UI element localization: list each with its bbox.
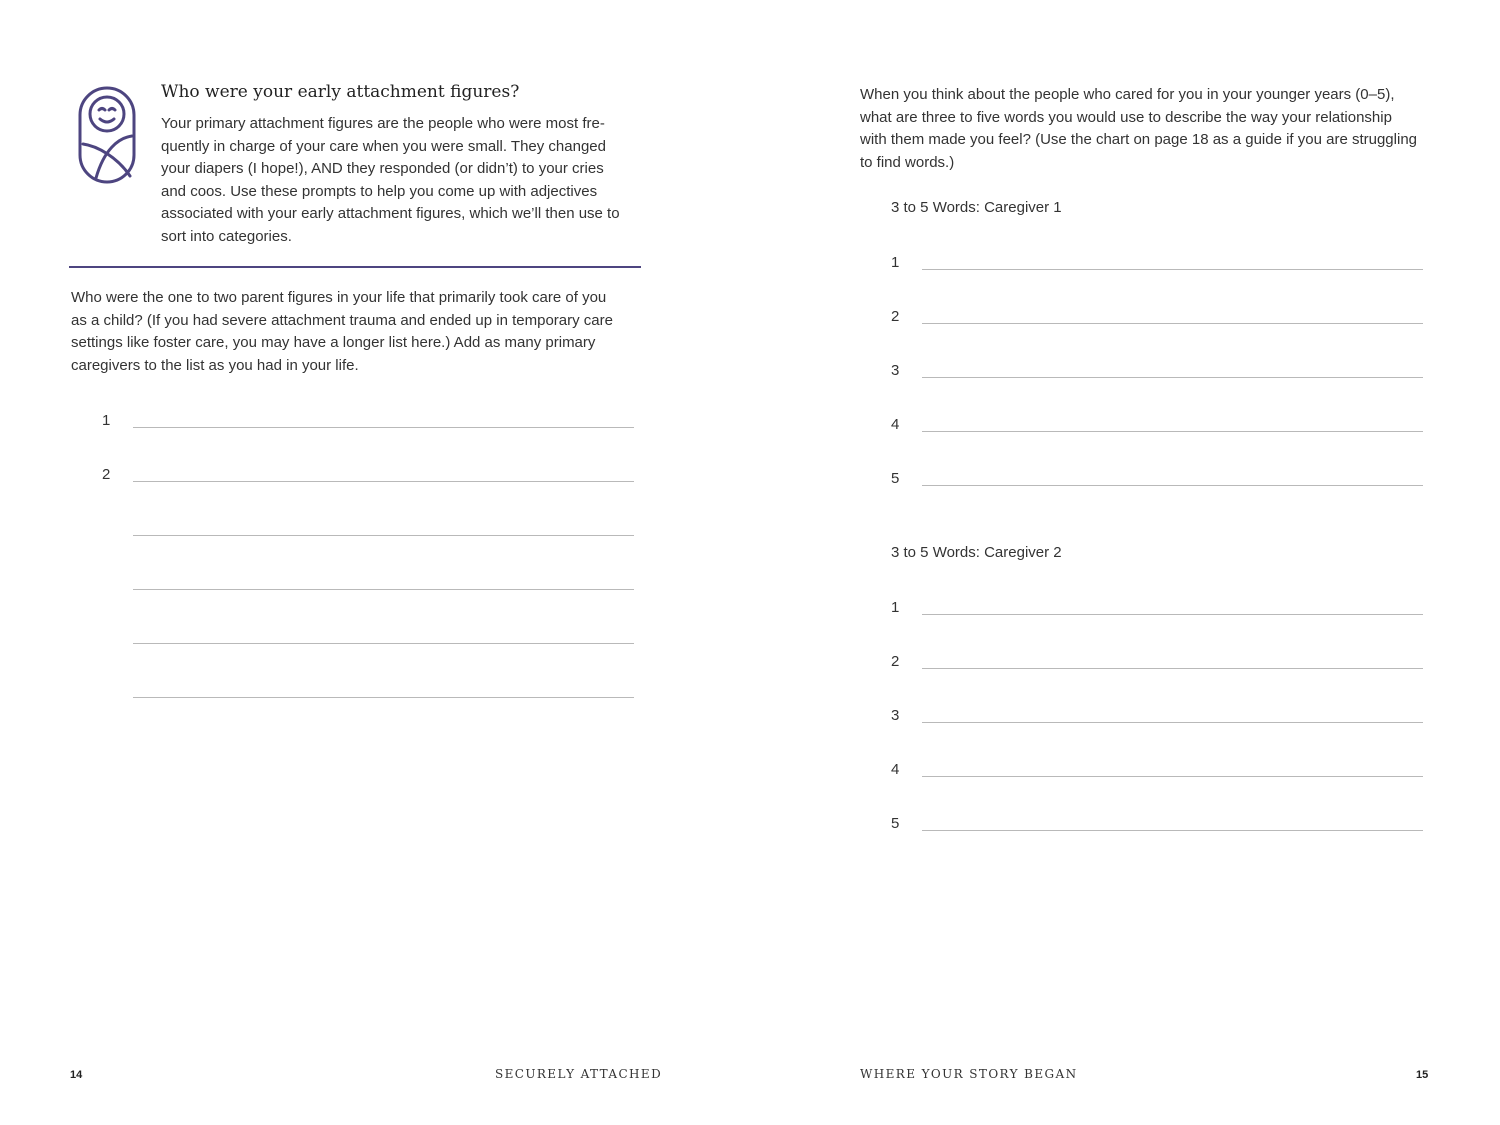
section-title: Who were your early attachment figures? xyxy=(161,82,520,102)
line-number: 2 xyxy=(102,466,111,483)
intro-line: your diapers (I hope!), AND they responded (or didn’t) to your cries xyxy=(161,160,604,178)
caregiver-2-heading: 3 to 5 Words: Caregiver 2 xyxy=(891,544,1062,561)
section-divider xyxy=(69,266,641,268)
write-in-line[interactable] xyxy=(922,269,1423,270)
answer-line-item xyxy=(891,651,1423,705)
question-line: as a child? (If you had severe attachment trauma and ended up in temporary care xyxy=(71,311,613,329)
line-number: 1 xyxy=(102,412,111,429)
line-number: 3 xyxy=(891,362,900,379)
question-line: When you think about the people who cared for you in your younger years (0–5), xyxy=(860,86,1395,103)
swaddled-baby-icon xyxy=(78,86,136,184)
answer-line-item xyxy=(891,468,1423,522)
line-number: 1 xyxy=(891,254,900,271)
caregivers-question xyxy=(71,287,641,377)
running-head-right: WHERE YOUR STORY BEGAN xyxy=(860,1067,1078,1081)
caregiver-1-word-list xyxy=(891,252,1423,522)
page-number-left: 14 xyxy=(70,1069,83,1081)
write-in-line[interactable] xyxy=(133,427,634,428)
answer-line-item xyxy=(891,414,1423,468)
answer-line-item xyxy=(891,597,1423,651)
write-in-line[interactable] xyxy=(922,830,1423,831)
answer-line-item xyxy=(102,626,634,680)
answer-line-item xyxy=(102,518,634,572)
write-in-line[interactable] xyxy=(922,614,1423,615)
write-in-line[interactable] xyxy=(133,589,634,590)
write-in-line[interactable] xyxy=(922,668,1423,669)
write-in-line[interactable] xyxy=(922,776,1423,777)
caregiver-2-word-list xyxy=(891,597,1423,867)
write-in-line[interactable] xyxy=(922,722,1423,723)
line-number: 5 xyxy=(891,470,900,487)
line-number: 4 xyxy=(891,416,900,433)
write-in-line[interactable] xyxy=(133,481,634,482)
answer-line-item xyxy=(102,680,634,734)
line-number: 4 xyxy=(891,761,900,778)
answer-line-item xyxy=(102,464,634,518)
intro-line: Your primary attachment figures are the people who were most fre- xyxy=(161,115,605,132)
answer-line-item xyxy=(891,813,1423,867)
answer-line-item xyxy=(891,252,1423,306)
intro-paragraph xyxy=(161,113,643,249)
write-in-line[interactable] xyxy=(133,697,634,698)
write-in-line[interactable] xyxy=(922,377,1423,378)
write-in-line[interactable] xyxy=(922,485,1423,486)
page-number-right: 15 xyxy=(1416,1069,1429,1081)
line-number: 3 xyxy=(891,707,900,724)
answer-line-item xyxy=(891,759,1423,813)
line-number: 2 xyxy=(891,653,900,670)
line-number: 5 xyxy=(891,815,900,832)
caregivers-answer-list xyxy=(102,410,634,734)
question-line: settings like foster care, you may have a longer list here.) Add as many primary xyxy=(71,334,596,352)
answer-line-item xyxy=(102,572,634,626)
intro-line: and coos. Use these prompts to help you come up with adjectives xyxy=(161,182,598,200)
line-number: 2 xyxy=(891,308,900,325)
intro-line: quently in charge of your care when you were small. They changed xyxy=(161,137,606,155)
write-in-line[interactable] xyxy=(133,535,634,536)
feelings-question xyxy=(860,84,1440,174)
intro-line: associated with your early attachment figures, which we’ll then use to xyxy=(161,205,620,223)
write-in-line[interactable] xyxy=(133,643,634,644)
question-line: what are three to five words you would use to describe the way your relationship xyxy=(860,108,1392,126)
caregiver-1-heading: 3 to 5 Words: Caregiver 1 xyxy=(891,199,1062,216)
question-line: to find words.) xyxy=(860,153,955,171)
line-number: 1 xyxy=(891,599,900,616)
question-line: with them made you feel? (Use the chart on page 18 as a guide if you are struggling xyxy=(860,131,1417,149)
write-in-line[interactable] xyxy=(922,431,1423,432)
write-in-line[interactable] xyxy=(922,323,1423,324)
answer-line-item xyxy=(102,410,634,464)
answer-line-item xyxy=(891,306,1423,360)
answer-line-item xyxy=(891,360,1423,414)
intro-line: sort into categories. xyxy=(161,227,292,245)
running-head-left: SECURELY ATTACHED xyxy=(495,1067,663,1081)
question-line: Who were the one to two parent figures in your life that primarily took care of you xyxy=(71,289,607,306)
question-line: caregivers to the list as you had in your life. xyxy=(71,356,359,374)
answer-line-item xyxy=(891,705,1423,759)
